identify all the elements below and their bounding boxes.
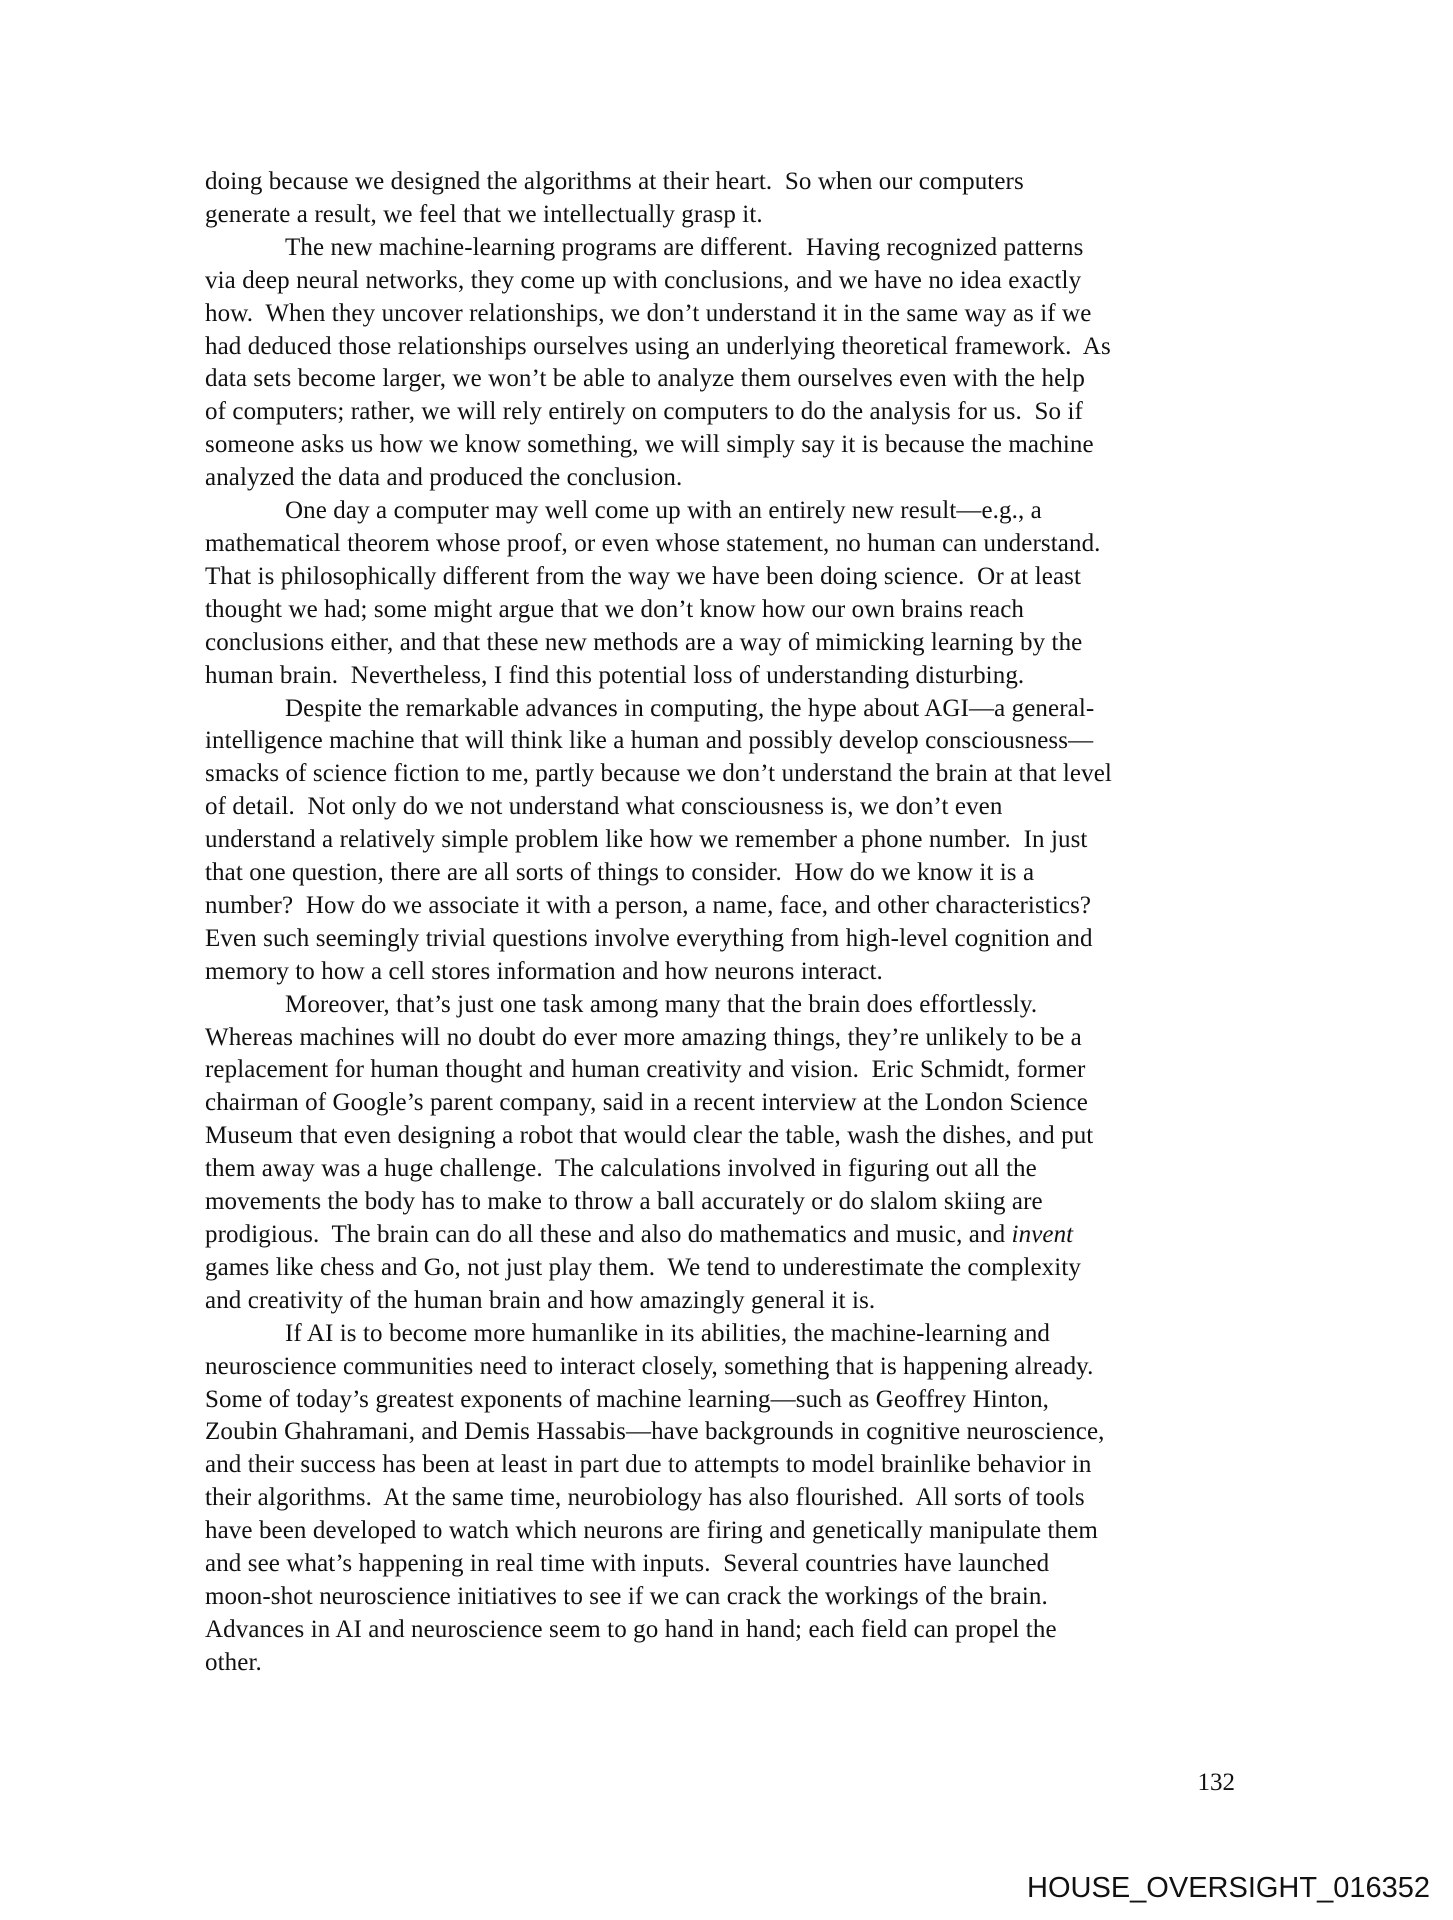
text-line: doing because we designed the algorithms at their heart. So when our computers <box>205 168 1024 195</box>
paragraph <box>205 1318 1250 1680</box>
page-text <box>205 166 1250 1680</box>
page-number: 132 <box>1197 1769 1235 1796</box>
text-line: generate a result, we feel that we intellectually grasp it. <box>205 200 763 228</box>
paragraph <box>205 693 1250 989</box>
text-line: and see what’s happening in real time with inputs. Several countries have launched <box>205 1550 1050 1578</box>
text-line: That is philosophically different from the way we have been doing science. Or at least <box>205 562 1082 590</box>
paragraph <box>205 989 1250 1318</box>
text-line: have been developed to watch which neurons are firing and genetically manipulate them <box>205 1517 1098 1545</box>
text-line: Whereas machines will no doubt do ever more amazing things, they’re unlikely to be a <box>205 1023 1082 1051</box>
text-line: data sets become larger, we won’t be able to analyze them ourselves even with the help <box>205 365 1085 393</box>
text-line: someone asks us how we know something, we will simply say it is because the machine <box>205 431 1094 459</box>
text-line: prodigious. The brain can do all these and also do mathematics and music, and invent <box>205 1221 1074 1248</box>
text-line: Zoubin Ghahramani, and Demis Hassabis—have backgrounds in cognitive neuroscience, <box>205 1418 1105 1446</box>
text-line: smacks of science fiction to me, partly because we don’t understand the brain at that level <box>205 760 1112 788</box>
text-line: Moreover, that’s just one task among many that the brain does effortlessly. <box>285 990 1038 1018</box>
text-line: Despite the remarkable advances in computing, the hype about AGI—a general- <box>285 694 1095 722</box>
text-line: had deduced those relationships ourselves using an underlying theoretical framework. As <box>205 332 1111 360</box>
text-line: number? How do we associate it with a person, a name, face, and other characteristics? <box>205 891 1092 919</box>
text-line: mathematical theorem whose proof, or even whose statement, no human can understand. <box>205 529 1101 557</box>
text-line: analyzed the data and produced the conclusion. <box>205 464 683 492</box>
text-line: neuroscience communities need to interact closely, something that is happening already. <box>205 1352 1094 1380</box>
text-line: Museum that even designing a robot that would clear the table, wash the dishes, and put <box>205 1122 1094 1150</box>
text-line: of computers; rather, we will rely entirely on computers to do the analysis for us. So if <box>205 398 1083 426</box>
emphasized-text: invent <box>1011 1221 1074 1248</box>
text-line: of detail. Not only do we not understand what consciousness is, we don’t even <box>205 793 1003 821</box>
text-line: Advances in AI and neuroscience seem to go hand in hand; each field can propel the <box>205 1615 1057 1643</box>
text-line: conclusions either, and that these new methods are a way of mimicking learning by the <box>205 628 1083 656</box>
text-line: thought we had; some might argue that we don’t know how our own brains reach <box>205 595 1025 623</box>
text-line: and their success has been at least in part due to attempts to model brainlike behavior in <box>205 1451 1092 1479</box>
text-line: chairman of Google’s parent company, said in a recent interview at the London Science <box>205 1089 1088 1117</box>
paragraph <box>205 166 1250 232</box>
text-line: their algorithms. At the same time, neurobiology has also flourished. All sorts of tools <box>205 1484 1085 1512</box>
bates-stamp: HOUSE_OVERSIGHT_016352 <box>1027 1872 1430 1904</box>
paragraph <box>205 232 1250 495</box>
text-line: moon-shot neuroscience initiatives to see if we can crack the workings of the brain. <box>205 1582 1048 1610</box>
text-line: Some of today’s greatest exponents of machine learning—such as Geoffrey Hinton, <box>205 1385 1050 1413</box>
text-line: movements the body has to make to throw a ball accurately or do slalom skiing are <box>205 1188 1043 1216</box>
text-line: intelligence machine that will think like a human and possibly develop consciousness— <box>205 727 1094 755</box>
text-line: them away was a huge challenge. The calculations involved in figuring out all the <box>205 1155 1037 1183</box>
text-line: and creativity of the human brain and how amazingly general it is. <box>205 1286 876 1314</box>
text-line: understand a relatively simple problem like how we remember a phone number. In just <box>205 826 1088 854</box>
text-line: human brain. Nevertheless, I find this potential loss of understanding disturbing. <box>205 661 1025 689</box>
text-line: how. When they uncover relationships, we don’t understand it in the same way as if we <box>205 299 1092 327</box>
text-line: Even such seemingly trivial questions involve everything from high-level cognition and <box>205 924 1093 952</box>
text-line: that one question, there are all sorts of things to consider. How do we know it is a <box>205 859 1035 887</box>
text-line: If AI is to become more humanlike in its abilities, the machine-learning and <box>285 1319 1051 1347</box>
text-line: games like chess and Go, not just play them. We tend to underestimate the complexity <box>205 1253 1081 1281</box>
text-line: replacement for human thought and human creativity and vision. Eric Schmidt, former <box>205 1056 1086 1084</box>
text-line: The new machine-learning programs are different. Having recognized patterns <box>285 233 1084 261</box>
text-line: memory to how a cell stores information and how neurons interact. <box>205 957 883 985</box>
text-line: other. <box>205 1648 262 1676</box>
paragraph <box>205 495 1250 692</box>
text-line: via deep neural networks, they come up with conclusions, and we have no idea exactly <box>205 266 1082 294</box>
text-line: One day a computer may well come up with an entirely new result—e.g., a <box>285 497 1042 525</box>
